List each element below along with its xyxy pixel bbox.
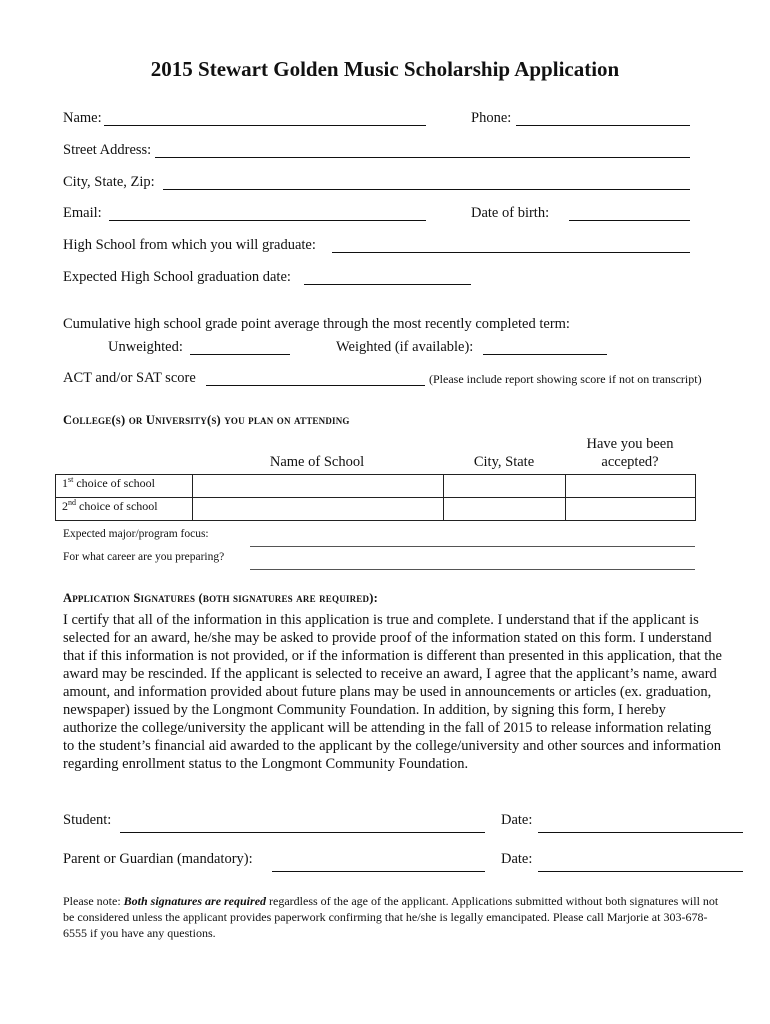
major-field[interactable] bbox=[250, 546, 695, 547]
act-sat-label: ACT and/or SAT score bbox=[63, 370, 196, 386]
unweighted-field[interactable] bbox=[190, 354, 290, 355]
name-label: Name: bbox=[63, 110, 102, 126]
parent-date-field[interactable] bbox=[538, 871, 743, 872]
student-label: Student: bbox=[63, 812, 112, 828]
accepted-header-1: Have you been bbox=[586, 436, 674, 452]
career-field[interactable] bbox=[250, 569, 695, 570]
student-signature-field[interactable] bbox=[120, 832, 485, 833]
street-field[interactable] bbox=[155, 157, 690, 158]
gpa-label: Cumulative high school grade point average through the most recently completed term: bbox=[63, 316, 570, 332]
signatures-heading: Application Signatures (both signatures are required): bbox=[63, 591, 378, 605]
accepted-cell[interactable] bbox=[566, 498, 696, 521]
grad-date-field[interactable] bbox=[304, 284, 471, 285]
page-title: 2015 Stewart Golden Music Scholarship Application bbox=[150, 57, 620, 81]
high-school-label: High School from which you will graduate: bbox=[63, 237, 316, 253]
school-name-cell[interactable] bbox=[192, 475, 444, 498]
college-heading: College(s) or University(s) you plan on attending bbox=[63, 413, 350, 427]
accepted-header-2: accepted? bbox=[601, 454, 659, 470]
email-field[interactable] bbox=[109, 220, 426, 221]
city-state-cell[interactable] bbox=[444, 498, 566, 521]
row-label: 2nd choice of school bbox=[56, 498, 193, 521]
table-row bbox=[56, 475, 696, 498]
school-name-header: Name of School bbox=[269, 454, 365, 470]
phone-label: Phone: bbox=[471, 110, 512, 126]
student-date-label: Date: bbox=[501, 812, 533, 828]
table-row bbox=[56, 498, 696, 521]
row-label: 1st choice of school bbox=[56, 475, 193, 498]
city-state-zip-label: City, State, Zip: bbox=[63, 174, 155, 190]
grad-date-label: Expected High School graduation date: bbox=[63, 269, 291, 285]
certification-paragraph: I certify that all of the information in this application is true and complete. I understand that if the applicant is selected for an award, he/she may be asked to provide proof of the information stated on this form. I understand that if this information is not provided, or if the information is different than presented in this application, that the award may be rescinded. If the applicant is selected to receive an award, I agree that the applicant’s name, award amount, and information provided about future plans may be used in announcements or articles (ex. graduation, newspaper) issued by the Longmont Community Foundation. In addition, by signing this form, I hereby authorize the college/university the applicant will be attending in the fall of 2015 to release information relating to the student’s financial aid awarded to the applicant by the college/university and other sources and information regarding enrollment status to the Longmont Community Foundation. bbox=[63, 612, 722, 772]
parent-signature-field[interactable] bbox=[272, 871, 485, 872]
college-table bbox=[55, 474, 696, 521]
unweighted-label: Unweighted: bbox=[108, 339, 183, 355]
weighted-label: Weighted (if available): bbox=[336, 339, 474, 355]
school-name-cell[interactable] bbox=[192, 498, 444, 521]
dob-label: Date of birth: bbox=[471, 205, 550, 221]
city-state-header: City, State bbox=[473, 454, 535, 470]
student-date-field[interactable] bbox=[538, 832, 743, 833]
career-label: For what career are you preparing? bbox=[63, 551, 225, 563]
city-state-zip-field[interactable] bbox=[163, 189, 690, 190]
parent-date-label: Date: bbox=[501, 851, 533, 867]
phone-field[interactable] bbox=[516, 125, 690, 126]
footer-note: Please note: Both signatures are required regardless of the age of the applicant. Applications submitted without both signatures will not be considered unless the applicant provides paperwork confirming that he/she is legally emancipated. Please call Marjorie at 303-678-6555 if you have any questions. bbox=[63, 894, 719, 940]
weighted-field[interactable] bbox=[483, 354, 607, 355]
city-state-cell[interactable] bbox=[444, 475, 566, 498]
act-sat-field[interactable] bbox=[206, 385, 425, 386]
parent-label: Parent or Guardian (mandatory): bbox=[63, 851, 253, 867]
email-label: Email: bbox=[63, 205, 102, 221]
name-field[interactable] bbox=[104, 125, 426, 126]
street-label: Street Address: bbox=[63, 142, 152, 158]
act-sat-note: (Please include report showing score if not on transcript) bbox=[429, 372, 702, 386]
major-label: Expected major/program focus: bbox=[63, 528, 209, 540]
accepted-cell[interactable] bbox=[566, 475, 696, 498]
high-school-field[interactable] bbox=[332, 252, 690, 253]
dob-field[interactable] bbox=[569, 220, 690, 221]
